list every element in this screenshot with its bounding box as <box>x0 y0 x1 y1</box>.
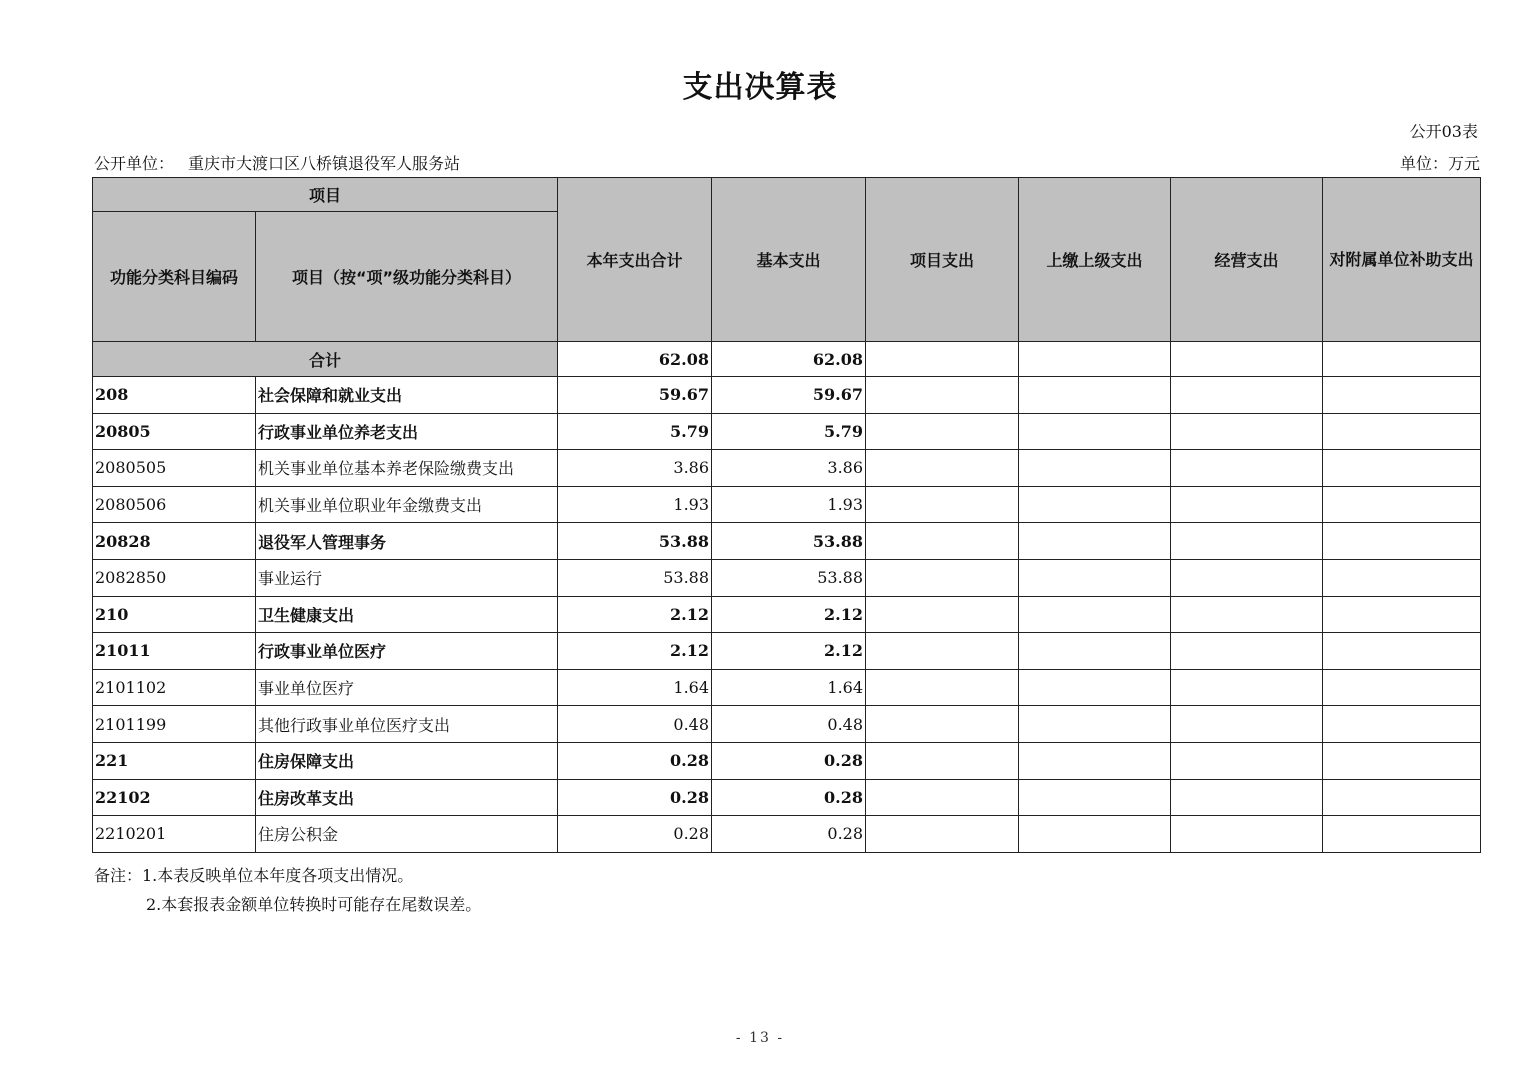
row-business <box>1171 706 1323 743</box>
header-item: 项目 <box>93 178 558 212</box>
row-name: 住房公积金 <box>256 816 558 853</box>
row-code: 210 <box>93 596 256 633</box>
row-code: 221 <box>93 742 256 779</box>
row-subsidy <box>1323 816 1481 853</box>
row-name: 其他行政事业单位医疗支出 <box>256 706 558 743</box>
row-total: 53.88 <box>558 559 712 596</box>
row-upper <box>1019 377 1171 414</box>
row-basic: 0.28 <box>712 816 866 853</box>
row-total: 0.28 <box>558 779 712 816</box>
row-project <box>866 816 1019 853</box>
row-name: 住房保障支出 <box>256 742 558 779</box>
currency-unit: 单位：万元 <box>1399 154 1480 173</box>
total-cell-basic: 62.08 <box>712 342 866 377</box>
row-total: 0.48 <box>558 706 712 743</box>
row-basic: 0.28 <box>712 779 866 816</box>
header-project: 项目支出 <box>866 178 1019 342</box>
row-basic: 0.48 <box>712 706 866 743</box>
header-name: 项目（按“项”级功能分类科目） <box>256 212 558 342</box>
row-business <box>1171 669 1323 706</box>
row-business <box>1171 596 1323 633</box>
row-business <box>1171 450 1323 487</box>
row-subsidy <box>1323 742 1481 779</box>
row-upper <box>1019 559 1171 596</box>
row-name: 事业单位医疗 <box>256 669 558 706</box>
row-code: 20828 <box>93 523 256 560</box>
table-number: 公开03表 <box>1409 122 1478 141</box>
row-name: 机关事业单位职业年金缴费支出 <box>256 486 558 523</box>
row-code: 208 <box>93 377 256 414</box>
row-code: 22102 <box>93 779 256 816</box>
row-business <box>1171 377 1323 414</box>
row-basic: 3.86 <box>712 450 866 487</box>
row-code: 2082850 <box>93 559 256 596</box>
row-total: 1.64 <box>558 669 712 706</box>
header-upper: 上缴上级支出 <box>1019 178 1171 342</box>
note-2: 2.本套报表金额单位转换时可能存在尾数误差。 <box>146 895 482 914</box>
page-title: 支出决算表 <box>682 70 838 105</box>
row-total: 1.93 <box>558 486 712 523</box>
row-total: 0.28 <box>558 742 712 779</box>
row-upper <box>1019 669 1171 706</box>
row-code: 20805 <box>93 413 256 450</box>
row-subsidy <box>1323 377 1481 414</box>
table-row <box>93 633 1481 670</box>
row-business <box>1171 816 1323 853</box>
row-subsidy <box>1323 486 1481 523</box>
row-upper <box>1019 596 1171 633</box>
table-row <box>93 816 1481 853</box>
table-row <box>93 559 1481 596</box>
header-subsidy: 对附属单位补助支出 <box>1323 178 1481 342</box>
table-row <box>93 596 1481 633</box>
table-row <box>93 377 1481 414</box>
row-upper <box>1019 706 1171 743</box>
row-name: 行政事业单位医疗 <box>256 633 558 670</box>
row-total: 59.67 <box>558 377 712 414</box>
row-business <box>1171 742 1323 779</box>
row-project <box>866 742 1019 779</box>
row-upper <box>1019 486 1171 523</box>
row-subsidy <box>1323 669 1481 706</box>
note-1: 备注：1.本表反映单位本年度各项支出情况。 <box>94 866 414 885</box>
row-project <box>866 523 1019 560</box>
row-subsidy <box>1323 559 1481 596</box>
total-cell-upper <box>1019 342 1171 377</box>
table-row <box>93 742 1481 779</box>
row-upper <box>1019 816 1171 853</box>
row-code: 21011 <box>93 633 256 670</box>
row-code: 2101199 <box>93 706 256 743</box>
row-subsidy <box>1323 450 1481 487</box>
row-code: 2080505 <box>93 450 256 487</box>
row-name: 机关事业单位基本养老保险缴费支出 <box>256 450 558 487</box>
row-basic: 5.79 <box>712 413 866 450</box>
total-cell-project <box>866 342 1019 377</box>
row-basic: 2.12 <box>712 596 866 633</box>
row-project <box>866 633 1019 670</box>
header-total: 本年支出合计 <box>558 178 712 342</box>
row-basic: 1.64 <box>712 669 866 706</box>
row-upper <box>1019 413 1171 450</box>
total-cell-total: 62.08 <box>558 342 712 377</box>
row-name: 事业运行 <box>256 559 558 596</box>
row-basic: 0.28 <box>712 742 866 779</box>
row-project <box>866 450 1019 487</box>
table-row <box>93 669 1481 706</box>
row-name: 住房改革支出 <box>256 779 558 816</box>
row-subsidy <box>1323 779 1481 816</box>
row-code: 2210201 <box>93 816 256 853</box>
row-project <box>866 669 1019 706</box>
row-basic: 1.93 <box>712 486 866 523</box>
row-business <box>1171 559 1323 596</box>
row-total: 53.88 <box>558 523 712 560</box>
row-total: 3.86 <box>558 450 712 487</box>
row-upper <box>1019 742 1171 779</box>
unit-info-row <box>94 151 1480 174</box>
row-upper <box>1019 633 1171 670</box>
row-upper <box>1019 450 1171 487</box>
row-basic: 53.88 <box>712 523 866 560</box>
unit-label: 公开单位： <box>94 154 175 173</box>
unit-name: 重庆市大渡口区八桥镇退役军人服务站 <box>188 154 461 173</box>
page-number: - 13 - <box>735 1030 785 1046</box>
row-project <box>866 377 1019 414</box>
header-code: 功能分类科目编码 <box>93 212 256 342</box>
row-name: 社会保障和就业支出 <box>256 377 558 414</box>
row-project <box>866 596 1019 633</box>
row-project <box>866 413 1019 450</box>
row-subsidy <box>1323 633 1481 670</box>
row-total: 2.12 <box>558 596 712 633</box>
header-basic: 基本支出 <box>712 178 866 342</box>
row-project <box>866 486 1019 523</box>
row-name: 退役军人管理事务 <box>256 523 558 560</box>
table-row <box>93 486 1481 523</box>
row-project <box>866 779 1019 816</box>
row-subsidy <box>1323 413 1481 450</box>
table-row <box>93 413 1481 450</box>
row-basic: 59.67 <box>712 377 866 414</box>
row-code: 2080506 <box>93 486 256 523</box>
expenditure-table <box>92 177 1481 853</box>
row-project <box>866 706 1019 743</box>
row-subsidy <box>1323 523 1481 560</box>
row-basic: 53.88 <box>712 559 866 596</box>
row-business <box>1171 633 1323 670</box>
row-total: 2.12 <box>558 633 712 670</box>
row-basic: 2.12 <box>712 633 866 670</box>
row-business <box>1171 779 1323 816</box>
total-label: 合计 <box>93 342 558 377</box>
row-code: 2101102 <box>93 669 256 706</box>
total-cell-subsidy <box>1323 342 1481 377</box>
row-subsidy <box>1323 596 1481 633</box>
table-row <box>93 523 1481 560</box>
row-name: 卫生健康支出 <box>256 596 558 633</box>
notes <box>94 861 481 919</box>
table-row <box>93 706 1481 743</box>
row-total: 5.79 <box>558 413 712 450</box>
table-row <box>93 779 1481 816</box>
row-business <box>1171 413 1323 450</box>
row-upper <box>1019 779 1171 816</box>
row-project <box>866 559 1019 596</box>
total-row <box>93 342 1481 377</box>
row-total: 0.28 <box>558 816 712 853</box>
row-business <box>1171 486 1323 523</box>
row-business <box>1171 523 1323 560</box>
row-upper <box>1019 523 1171 560</box>
total-cell-business <box>1171 342 1323 377</box>
row-subsidy <box>1323 706 1481 743</box>
header-business: 经营支出 <box>1171 178 1323 342</box>
table-row <box>93 450 1481 487</box>
row-name: 行政事业单位养老支出 <box>256 413 558 450</box>
